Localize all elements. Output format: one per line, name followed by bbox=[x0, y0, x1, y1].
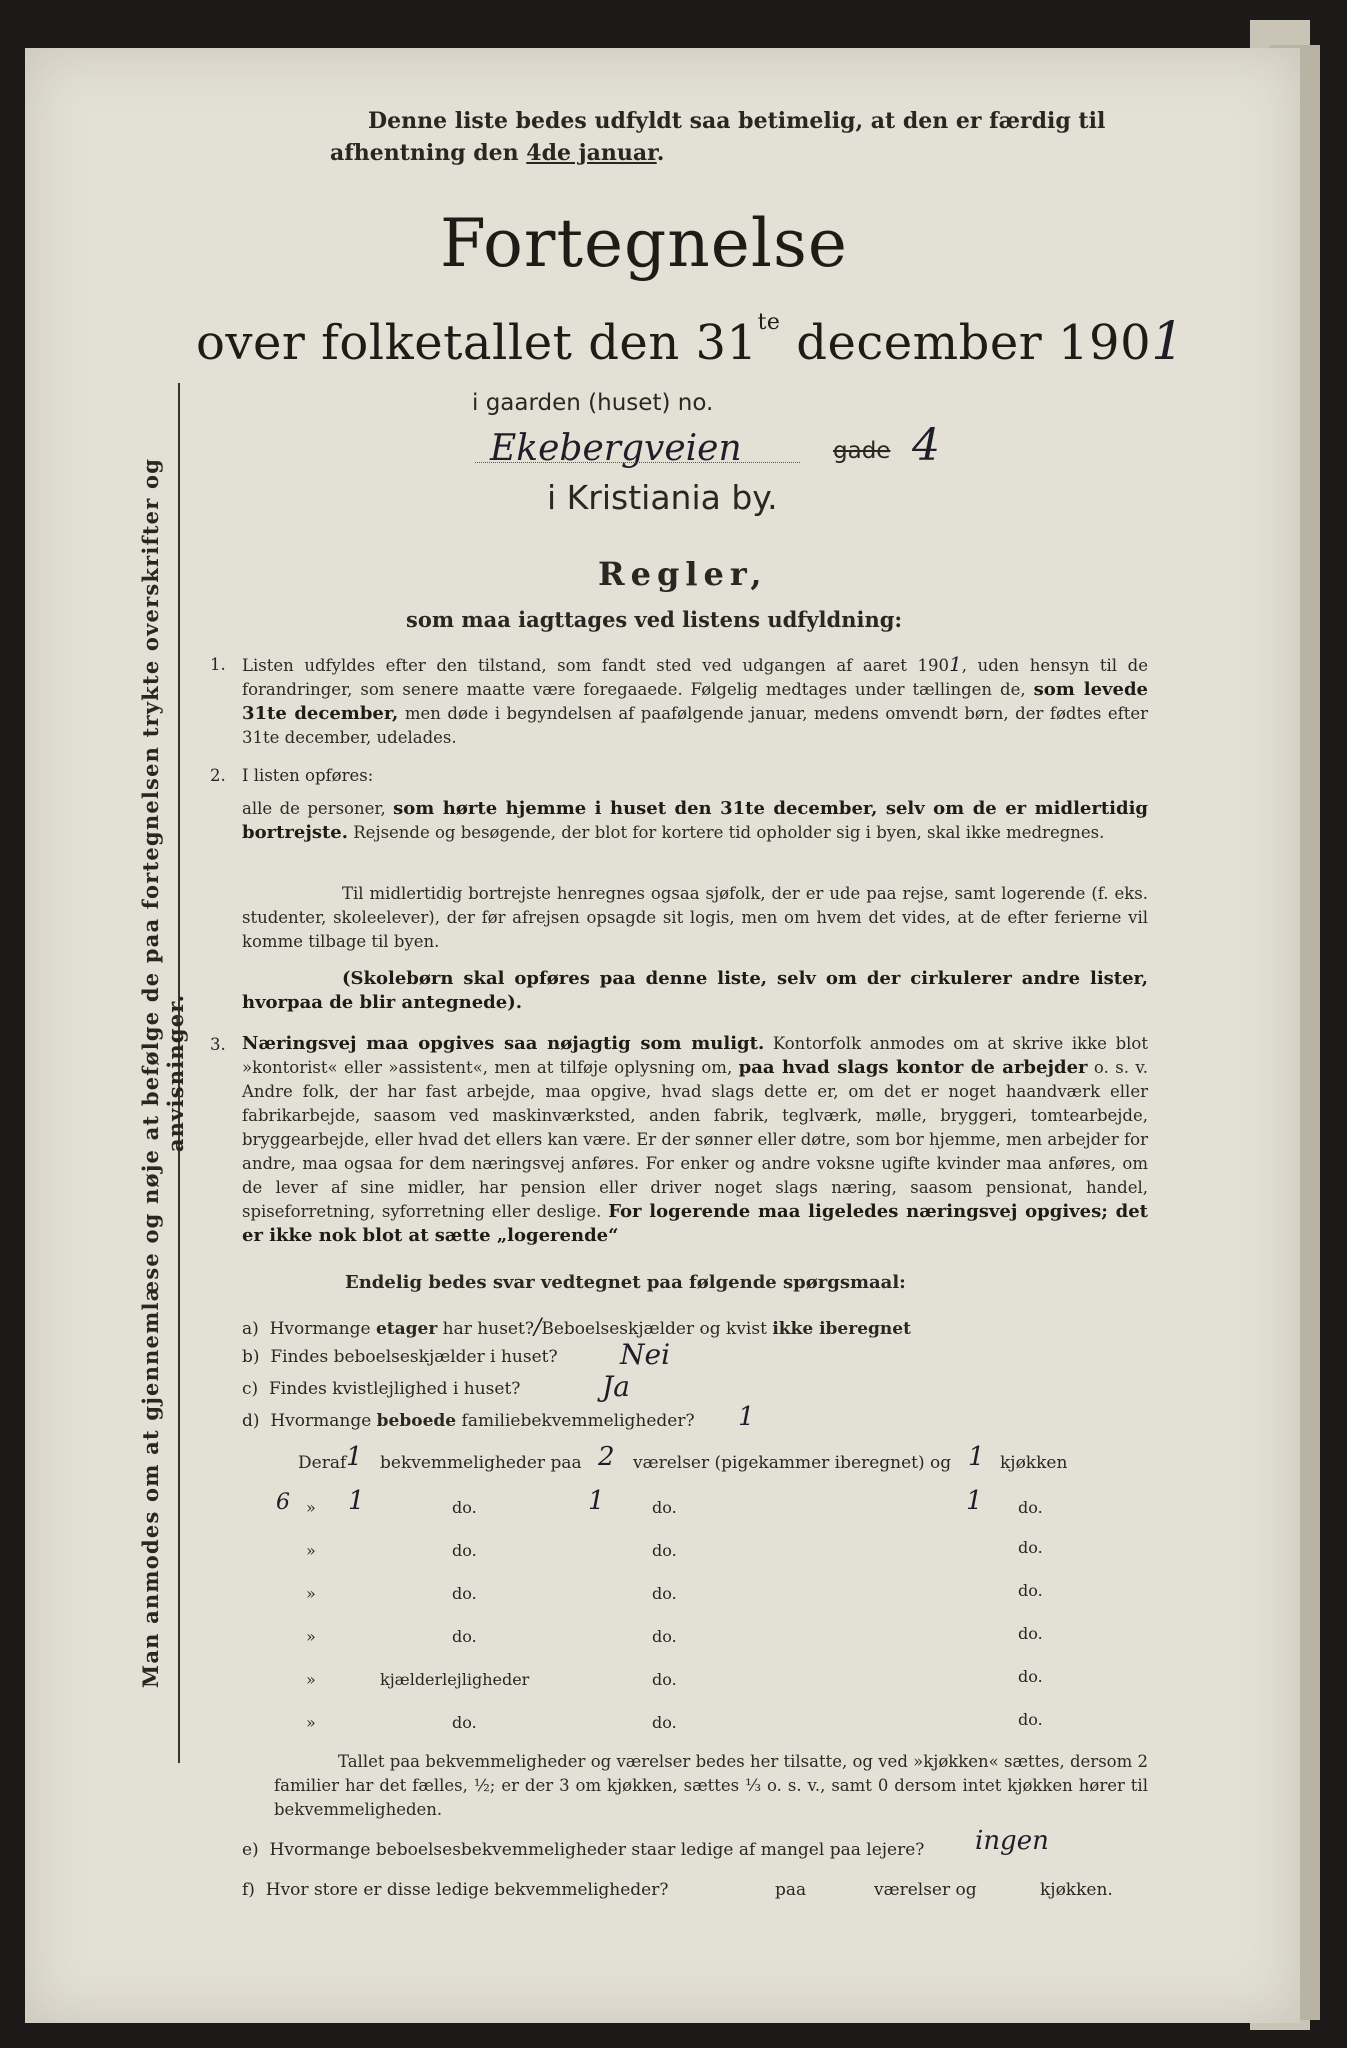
questions-intro: Endelig bedes svar vedtegnet paa følgende spørgsmaal: bbox=[345, 1272, 906, 1293]
address-label: i gaarden (huset) no. bbox=[472, 390, 714, 416]
answer-a-handwritten: / bbox=[533, 1315, 542, 1340]
gade-label: gade bbox=[833, 438, 891, 464]
question-f: f) Hvor store er disse ledige bekvemmeligheder? bbox=[242, 1880, 669, 1900]
question-e: e) Hvormange beboelsesbekvemmeligheder staar ledige af mangel paa lejere? bbox=[242, 1840, 925, 1860]
table-kjok-label: kjøkken bbox=[1000, 1453, 1068, 1473]
year-handwritten: 1 bbox=[1151, 312, 1185, 372]
rule-3-text: Næringsvej maa opgives saa nøjagtig som muligt. Kontorfolk anmodes om at skrive ikke blot »kontorist« eller »assistent«, men at tilføje oplysning om, paa hvad slags kontor de arbejder o. s. v. Andre folk, der har fast arbejde, maa opgive, hvad slags dette er, om det er noget haandværk eller fabrikarbejde, saasom ved maskinværksted, anden fabrik, teglværk, mølle, bryggeri, tomtearbejde, bryggearbejde, eller hvad det ellers kan være. Er der sønner eller døtre, som bor hjemme, men arbejder for andre, maa ogsaa for dem næringsvej anføres. For enker og andre voksne ugifte kvinder maa anføres, om de lever af sine midler, har pension eller driver noget slags næring, saasom pensionat, handel, spiseforretning, syforretning eller deslige. For logerende maa ligeledes næringsvej opgives; det er ikke nok blot at sætte „logerende“ bbox=[242, 1033, 1148, 1246]
answer-e-handwritten: ingen bbox=[975, 1826, 1049, 1856]
table-header-hw-1: 1 bbox=[346, 1442, 363, 1472]
rule-2-paragraph-2: Til midlertidig bortrejste henregnes ogsaa sjøfolk, der er ude paa rejse, samt logerende (f. eks. studenter, skoleelever), der før afrejsen opsagde sit logis, men om hvem det vides, at de efter ferierne vil komme tilbage til byen. bbox=[242, 884, 1148, 951]
table-header-hw-2: 2 bbox=[598, 1442, 615, 1472]
notice-line-1: Denne liste bedes udfyldt saa betimelig, at den er færdig til bbox=[368, 108, 1106, 134]
f-vaerelser-label: værelser og bbox=[874, 1880, 977, 1900]
street-handwritten: Ekebergveien bbox=[490, 428, 742, 469]
f-kjokken-label: kjøkken. bbox=[1040, 1880, 1113, 1900]
rule-2-text: alle de personer, som hørte hjemme i huset den 31te december, selv om de er midlertidig bortrejste. Rejsende og besøgende, der blot for kortere tid opholder sig i byen, skal ikke medregnes. bbox=[242, 798, 1149, 843]
rule-1-number: 1. bbox=[210, 655, 226, 674]
rule-2-number: 2. bbox=[210, 766, 226, 785]
table-deraf: Deraf bbox=[298, 1453, 347, 1473]
table-vaer-label: værelser (pigekammer iberegnet) og bbox=[633, 1453, 952, 1473]
rule-1-text: Listen udfyldes efter den tilstand, som fandt sted ved udgangen af aaret 1901, uden hensyn til de forandringer, som senere maatte være foregaaede. Følgelig medtages under tællingen de, som levede 31te december, men døde i begyndelsen af paafølgende januar, medens omvendt børn, der fødtes efter 31te december, udelades. bbox=[242, 652, 1148, 747]
rules-subtitle: som maa iagttages ved listens udfyldning: bbox=[406, 607, 903, 632]
table-bek-label: bekvemmeligheder paa bbox=[380, 1453, 582, 1473]
answer-c-handwritten: Ja bbox=[602, 1370, 630, 1403]
rule-3-number: 3. bbox=[210, 1035, 226, 1054]
rule-2-paragraph-3: (Skolebørn skal opføres paa denne liste, selv om der cirkulerer andre lister, hvorpaa de blir antegnede). bbox=[242, 968, 1148, 1013]
table-header-hw-3: 1 bbox=[968, 1442, 985, 1472]
question-a: a) Hvormange etager har huset?/Beboelseskjælder og kvist ikke iberegnet bbox=[242, 1315, 911, 1340]
side-instruction: Man anmodes om at gjennemlæse og nøje at befølge de paa fortegnelsen trykte overskrifter og anvisninger. bbox=[138, 457, 188, 1689]
rules-title: Regler, bbox=[598, 555, 768, 593]
answer-b-handwritten: Nei bbox=[620, 1338, 671, 1371]
notice-line-2: afhentning den 4de januar. bbox=[330, 140, 665, 166]
city-label: i Kristiania by. bbox=[547, 478, 778, 517]
answer-d-handwritten: 1 bbox=[738, 1402, 755, 1432]
page-subtitle: over folketallet den $31^{te}$ december 1901 bbox=[196, 310, 1185, 372]
question-d: d) Hvormange beboede familiebekvemmeligheder? bbox=[242, 1411, 695, 1431]
question-b: b) Findes beboelseskjælder i huset? bbox=[242, 1347, 558, 1367]
notice-date: 4de januar bbox=[526, 140, 657, 166]
rule-2-intro: I listen opføres: bbox=[242, 766, 374, 785]
f-paa-label: paa bbox=[775, 1880, 807, 1900]
kitchen-note: Tallet paa bekvemmeligheder og værelser bedes her tilsatte, og ved »kjøkken« sættes, dersom 2 familier har det fælles, ½; er der 3 om kjøkken, sættes ⅓ o. s. v., samt 0 dersom intet kjøkken hører til bekvemmeligheden. bbox=[274, 1752, 1148, 1819]
question-c: c) Findes kvistlejlighed i huset? bbox=[242, 1379, 521, 1399]
house-number-handwritten: 4 bbox=[912, 420, 940, 471]
page-title: Fortegnelse bbox=[440, 205, 848, 282]
street-dotted-line bbox=[475, 462, 800, 463]
